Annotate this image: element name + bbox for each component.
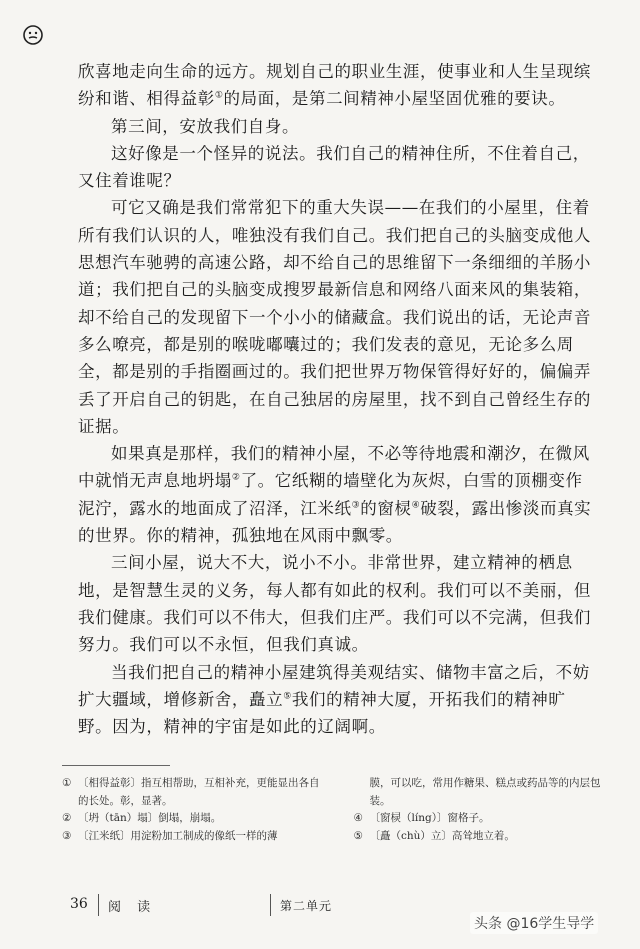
paragraph-text: 当我们把自己的精神小屋建筑得美观结实、储物丰富之后，不妨扩大疆域，增修新舍，矗立 <box>78 662 590 709</box>
footnote-number: ① <box>62 777 72 789</box>
footnote-text: 〔相得益彰〕指互相帮助，互相补充，更能显出各自的长处。彰，显著。 <box>78 777 320 807</box>
paragraph-text: 的局面，是第二间精神小屋坚固优雅的要诀。 <box>223 89 566 109</box>
footnote-number: ② <box>62 812 72 825</box>
paragraph-text: 如果真是那样，我们的精神小屋，不必等待地震和潮汐，在微风中就悄无声息地坍塌 <box>78 444 590 491</box>
paragraph <box>78 440 598 549</box>
section-name: 阅 读 <box>108 900 157 915</box>
footnote-text: 〔坍（tān）塌〕倒塌，崩塌。 <box>78 812 222 825</box>
footnotes-left-column <box>62 775 326 845</box>
footnote <box>354 828 618 846</box>
watermark: 头条 @16学生导学 <box>470 912 598 934</box>
paragraph <box>78 58 598 113</box>
footnote-number: ⑤ <box>353 829 363 842</box>
body-text <box>78 58 598 740</box>
footnote-ref: ⑤ <box>283 691 292 702</box>
footnote-ref: ④ <box>411 500 421 511</box>
footnote-number: ③ <box>62 829 72 842</box>
footnote-number: ④ <box>353 812 363 825</box>
footnote <box>62 810 326 828</box>
footnote <box>62 775 326 810</box>
unit-name: 第二单元 <box>280 899 333 913</box>
footer-separator <box>270 894 271 916</box>
paragraph-text: 的窗棂 <box>360 498 412 518</box>
footnote-text: 〔窗棂（líng）〕窗格子。 <box>369 812 490 825</box>
paragraph <box>78 140 598 195</box>
footnotes-right-column <box>354 775 618 845</box>
footnote-ref: ② <box>231 472 241 483</box>
paragraph-text: 欣喜地走向生命的远方。规划自己的职业生涯，使事业和人生呈现缤纷和谐、相得益彰 <box>78 62 591 109</box>
paragraph <box>78 113 598 140</box>
paragraph <box>78 549 598 658</box>
footnote <box>354 775 618 810</box>
paragraph-text: 这好像是一个怪异的说法。我们自己的精神住所，不住着自己，又住着谁呢？ <box>78 143 590 191</box>
footnote-ref: ① <box>214 90 224 101</box>
paragraph-text: 三间小屋，说大不大，说小不小。非常世界，建立精神的栖息地，是智慧生灵的义务，每人都有如此的权利。我们可以不美丽，但我们健康。我们可以不伟大，但我们庄严。我们可以不完满，但我们努力。我们可以不永恒，但我们真诚。 <box>78 553 591 655</box>
footnote-number <box>354 775 370 810</box>
page-number: 36 <box>70 896 88 912</box>
paragraph <box>78 659 598 741</box>
footnote-text: 膜，可以吃，常用作糖果、糕点或药品等的内层包装。 <box>369 777 601 807</box>
footnote <box>354 810 618 828</box>
footnote-text: 〔江米纸〕用淀粉加工制成的像纸一样的薄 <box>78 829 278 842</box>
footnote-text: 〔矗（chù）立〕高耸地立着。 <box>369 829 515 842</box>
paragraph-text: 可它又确是我们常常犯下的重大失误——在我们的小屋里，住着所有我们认识的人，唯独没有我们自己。我们把自己的头脑变成他人思想汽车驰骋的高速公路，却不给自己的思维留下一条细细的羊肠小道；我们把自己的头脑变成搜罗最新信息和网络八面来风的集装箱，却不给自己的发现留下一个小小的储藏盒。我们说出的话，无论声音多么嘹亮，都是别的喉咙嘟囔过的；我们发表的意见，无论多么周全，都是别的手指圈画过的。我们把世界万物保管得好好的，偏偏弄丢了开启自己的钥匙，在自己独居的房屋里，找不到自己曾经生存的证据。 <box>78 198 591 436</box>
footnotes <box>62 775 617 845</box>
footnote-divider <box>62 765 170 766</box>
paragraph-text: 我们的精神大厦，开拓我们的精神旷野。因为，精神的宇宙是如此的辽阔啊。 <box>78 689 566 737</box>
paragraph-text: 破裂，露出惨淡而真实的世界。你的精神，孤独地在风雨中飘零。 <box>78 498 592 546</box>
footer-separator <box>98 894 99 916</box>
paragraph-text: 第三间，安放我们自身。 <box>111 116 300 136</box>
footnote <box>62 828 326 846</box>
paragraph <box>78 194 598 440</box>
footnote-ref: ③ <box>351 500 361 511</box>
smiley-icon <box>22 24 44 46</box>
paragraph-text: 了。它纸糊的墙壁化为灰烬，白雪的顶棚变作泥泞，露水的地面成了沼泽，江米纸 <box>78 471 583 518</box>
